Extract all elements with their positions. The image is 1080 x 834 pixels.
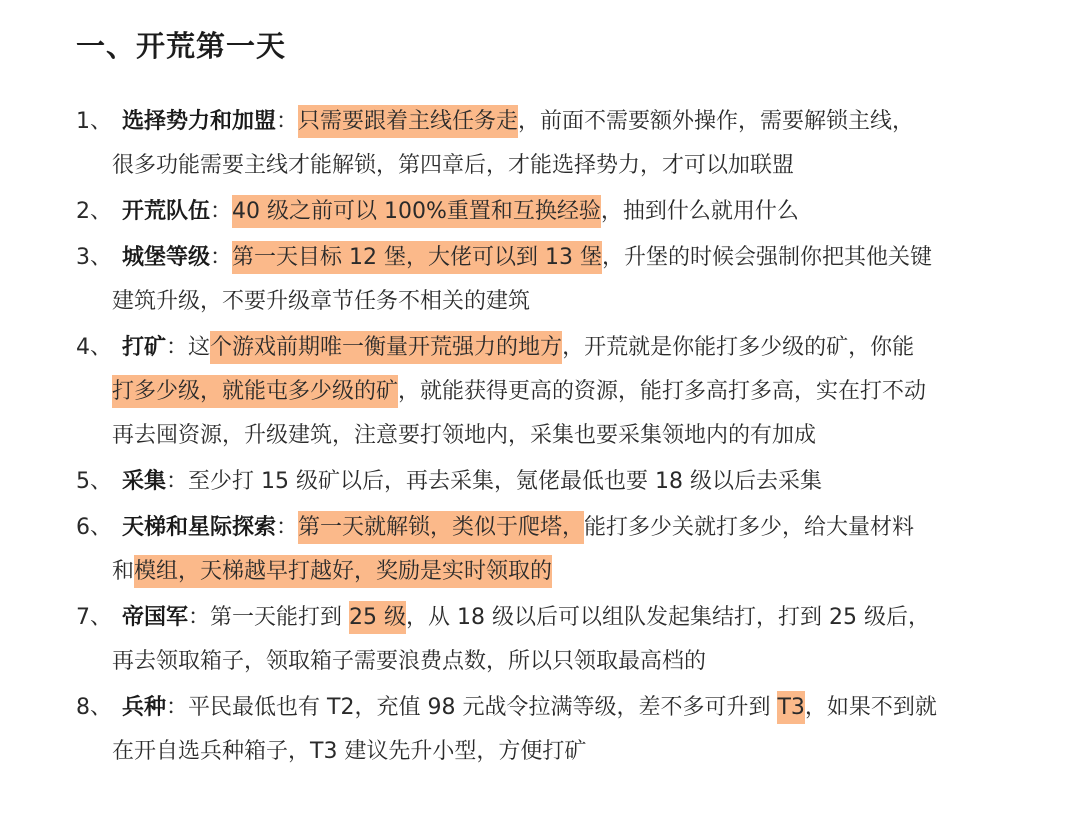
item-number: 7、 (76, 605, 112, 630)
item-first-line (112, 460, 1040, 504)
list-item (76, 326, 1040, 458)
item-continuation-line (112, 280, 1040, 324)
item-label: 打矿 (122, 335, 167, 360)
item-continuation-line (112, 370, 1040, 414)
item-text: ，开荒就是你能打多少级的矿，你能 (562, 335, 915, 360)
highlighted-text: 25 级 (349, 601, 406, 634)
item-text: 和 (112, 559, 135, 584)
item-text: 再去领取箱子，领取箱子需要浪费点数，所以只领取最高档的 (112, 649, 707, 674)
item-text: ，升堡的时候会强制你把其他关键 (602, 245, 933, 270)
item-continuation-line (112, 144, 1040, 188)
item-number: 3、 (76, 245, 112, 270)
highlighted-text: 模组，天梯越早打越好，奖励是实时领取的 (134, 555, 552, 588)
item-first-line (112, 236, 1040, 280)
list-item (76, 190, 1040, 234)
item-label: 兵种 (122, 695, 167, 720)
label-separator: ： (276, 515, 299, 540)
label-separator: ： (188, 605, 211, 630)
item-number: 4、 (76, 335, 112, 360)
list-item (76, 506, 1040, 594)
item-number: 6、 (76, 515, 112, 540)
item-label: 开荒队伍 (122, 199, 211, 224)
highlighted-text: 个游戏前期唯一衡量开荒强力的地方 (210, 331, 562, 364)
list-item (76, 460, 1040, 504)
item-text: 在开自选兵种箱子，T3 建议先升小型，方便打矿 (112, 739, 587, 764)
item-text: 这 (188, 335, 211, 360)
item-first-line (112, 100, 1040, 144)
label-separator: ： (276, 109, 299, 134)
item-continuation-line (112, 640, 1040, 684)
item-text: ，抽到什么就用什么 (600, 199, 799, 224)
list-item (76, 596, 1040, 684)
item-label: 帝国军 (122, 605, 189, 630)
tips-list (76, 100, 1040, 774)
highlighted-text: 只需要跟着主线任务走 (298, 105, 518, 138)
label-separator: ： (210, 245, 233, 270)
highlighted-text: T3 (777, 691, 804, 724)
item-number: 5、 (76, 469, 112, 494)
item-text: 再去囤资源，升级建筑，注意要打领地内，采集也要采集领地内的有加成 (112, 423, 817, 448)
list-item (76, 100, 1040, 188)
item-text: 很多功能需要主线才能解锁，第四章后，才能选择势力，才可以加联盟 (112, 153, 795, 178)
item-text: 第一天能打到 (210, 605, 350, 630)
label-separator: ： (210, 199, 233, 224)
item-label: 城堡等级 (122, 245, 211, 270)
item-first-line (112, 506, 1040, 550)
item-continuation-line (112, 414, 1040, 458)
highlighted-text: 打多少级，就能屯多少级的矿 (112, 375, 398, 408)
highlighted-text: 第一天就解锁，类似于爬塔， (298, 511, 584, 544)
item-text: 建筑升级，不要升级章节任务不相关的建筑 (112, 289, 531, 314)
item-first-line (112, 596, 1040, 640)
item-label: 天梯和星际探索 (122, 515, 277, 540)
item-continuation-line (112, 550, 1040, 594)
item-first-line (112, 190, 1040, 234)
item-label: 选择势力和加盟 (122, 109, 277, 134)
item-label: 采集 (122, 469, 167, 494)
item-first-line (112, 326, 1040, 370)
item-text: ，前面不需要额外操作，需要解锁主线， (518, 109, 915, 134)
item-text: 至少打 15 级矿以后，再去采集，氪佬最低也要 18 级以后去采集 (188, 469, 822, 494)
label-separator: ： (166, 695, 189, 720)
label-separator: ： (166, 469, 189, 494)
list-item (76, 236, 1040, 324)
item-number: 8、 (76, 695, 112, 720)
item-number: 1、 (76, 109, 112, 134)
list-item (76, 686, 1040, 774)
item-text: 能打多少关就打多少，给大量材料 (584, 515, 915, 540)
item-continuation-line (112, 730, 1040, 774)
section-heading: 一、开荒第一天 (76, 29, 287, 63)
item-first-line (112, 686, 1040, 730)
item-text: 平民最低也有 T2，充值 98 元战令拉满等级，差不多可升到 (188, 695, 778, 720)
item-text: ，如果不到就 (804, 695, 937, 720)
item-number: 2、 (76, 199, 112, 224)
highlighted-text: 40 级之前可以 100%重置和互换经验 (232, 195, 601, 228)
highlighted-text: 第一天目标 12 堡，大佬可以到 13 堡 (232, 241, 602, 274)
label-separator: ： (166, 335, 189, 360)
item-text: ，就能获得更高的资源，能打多高打多高，实在打不动 (398, 379, 927, 404)
item-text: ，从 18 级以后可以组队发起集结打，打到 25 级后， (406, 605, 930, 630)
